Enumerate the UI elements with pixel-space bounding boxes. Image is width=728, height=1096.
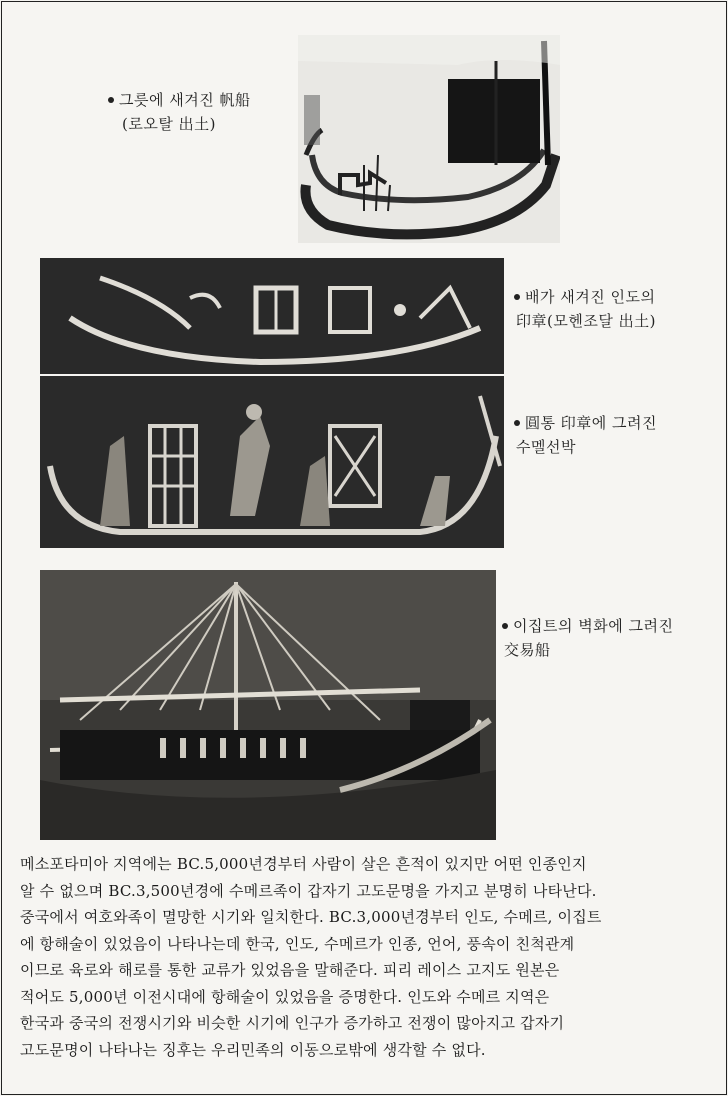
bullet-icon [514, 420, 520, 426]
body-line: 적어도 5,000년 이전시대에 항해술이 있었음을 증명한다. 인도와 수메르 지역은 [20, 987, 550, 1006]
caption-indus-seal [514, 285, 656, 333]
indus-seal-ship-image [40, 258, 504, 374]
body-line: 알 수 없으며 BC.3,500년경에 수메르족이 갑자기 고도문명을 가지고 분명히 나타난다. [20, 881, 597, 900]
body-line: 중국에서 여호와족이 멸망한 시기와 일치한다. BC.3,000년경부터 인도, 수메르, 이집트 [20, 908, 602, 926]
caption-line: 交易船 [504, 641, 551, 659]
body-line: 한국과 중국의 전쟁시기와 비슷한 시기에 인구가 증가하고 전쟁이 많아지고 갑자기 [20, 1014, 565, 1032]
body-line: 고도문명이 나타나는 징후는 우리민족의 이동으로밖에 생각할 수 없다. [20, 1040, 486, 1059]
caption-line: 圓통 印章에 그려진 [525, 414, 657, 432]
scanned-page [1, 1, 727, 1095]
bullet-icon [502, 623, 508, 629]
caption-egyptian-mural [502, 614, 673, 662]
caption-line: 이집트의 벽화에 그려진 [513, 617, 674, 635]
caption-line: 배가 새겨진 인도의 [525, 288, 656, 306]
caption-line: (로오탈 出土) [122, 115, 216, 133]
caption-line: 그릇에 새겨진 帆船 [119, 91, 251, 109]
caption-line: 수멜선박 [516, 438, 576, 456]
bullet-icon [108, 97, 114, 103]
egyptian-mural-trade-ship-image [40, 570, 496, 840]
caption-cylinder-seal [514, 411, 657, 459]
caption-bowl-sailboat [108, 88, 250, 136]
body-line: 이므로 육로와 해로를 통한 교류가 있었음을 말해준다. 피리 레이스 고지도 원본은 [20, 961, 560, 979]
cylinder-seal-sumerian-ship-image [40, 376, 504, 548]
body-line: 메소포타미아 지역에는 BC.5,000년경부터 사람이 살은 흔적이 있지만 어떤 인종인지 [20, 855, 587, 873]
bullet-icon [514, 294, 520, 300]
body-paragraph [20, 851, 720, 1063]
bowl-sailboat-image [298, 35, 560, 243]
body-line: 에 항해술이 있었음이 나타나는데 한국, 인도, 수메르가 인종, 언어, 풍속이 친척관계 [20, 934, 575, 953]
caption-line: 印章(모헨조달 出土) [516, 312, 656, 330]
